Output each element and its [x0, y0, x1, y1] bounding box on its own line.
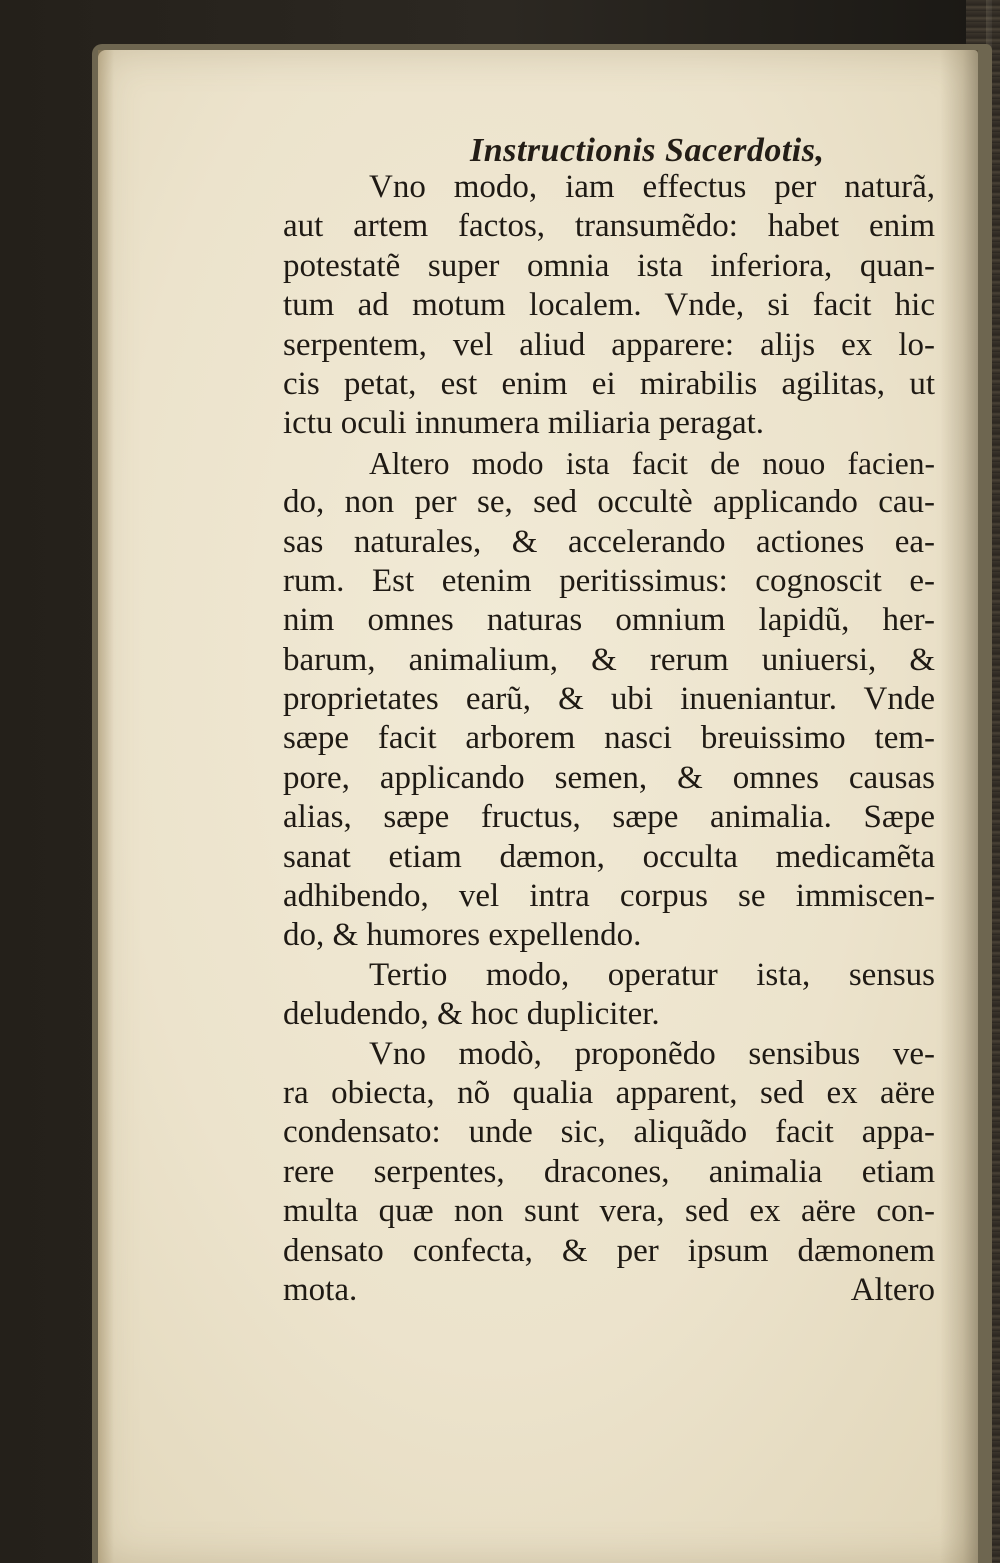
text-line: Vno modo, iam effectus per naturã,: [369, 169, 935, 205]
text-line: barum, animalium, & rerum uniuersi, &: [283, 641, 935, 678]
text-line: densato confecta, & per ipsum dæmonem: [283, 1232, 935, 1269]
page-left-edge: [98, 50, 114, 1563]
text-line: ictu oculi innumera miliaria peragat.: [283, 405, 765, 442]
text-line: do, non per se, sed occultè applicando cau-: [283, 484, 935, 521]
text-line: do, & humores expellendo.: [283, 917, 642, 954]
text-line: nim omnes naturas omnium lapidũ, her-: [283, 602, 935, 639]
text-line: pore, applicando semen, & omnes causas: [283, 759, 935, 796]
text-line: multa quæ non sunt vera, sed ex aëre con-: [283, 1193, 935, 1230]
text-line: Altero modo ista facit de nouo facien-: [369, 445, 935, 481]
text-line: aut artem factos, transumẽdo: habet enim: [283, 208, 935, 245]
running-head: Instructionis Sacerdotis,: [470, 132, 825, 169]
text-line: serpentem, vel aliud apparere: alijs ex lo-: [283, 326, 935, 363]
page-gutter-shade: [940, 50, 978, 1563]
text-line: deludendo, & hoc dupliciter.: [283, 996, 660, 1033]
text-line: adhibendo, vel intra corpus se immiscen-: [283, 878, 935, 915]
text-line: cis petat, est enim ei mirabilis agilitas, ut: [283, 365, 935, 402]
text-line: rum. Est etenim peritissimus: cognoscit e-: [283, 562, 935, 599]
text-line: potestatẽ super omnia ista inferiora, quan-: [283, 247, 935, 284]
text-line: proprietates earũ, & ubi inueniantur. Vnde: [283, 681, 935, 718]
body-text: [283, 168, 935, 1310]
text-line-with-catchword: mota. Altero: [283, 1271, 935, 1308]
text-line: ra obiecta, nõ qualia apparent, sed ex aëre: [283, 1074, 935, 1111]
text-line: sas naturales, & accelerando actiones ea-: [283, 523, 935, 560]
text-line: sanat etiam dæmon, occulta medicamẽta: [283, 838, 935, 875]
text-line: condensato: unde sic, aliquãdo facit appa-: [283, 1114, 935, 1151]
text-line: rere serpentes, dracones, animalia etiam: [283, 1153, 935, 1190]
text-line: Vno modò, proponẽdo sensibus ve-: [369, 1035, 935, 1072]
text-line: tum ad motum localem. Vnde, si facit hic: [283, 287, 935, 324]
text-line: Tertio modo, operatur ista, sensus: [369, 956, 935, 993]
text-line: alias, sæpe fructus, sæpe animalia. Sæpe: [283, 799, 935, 836]
text-line: sæpe facit arborem nasci breuissimo tem-: [283, 720, 935, 757]
